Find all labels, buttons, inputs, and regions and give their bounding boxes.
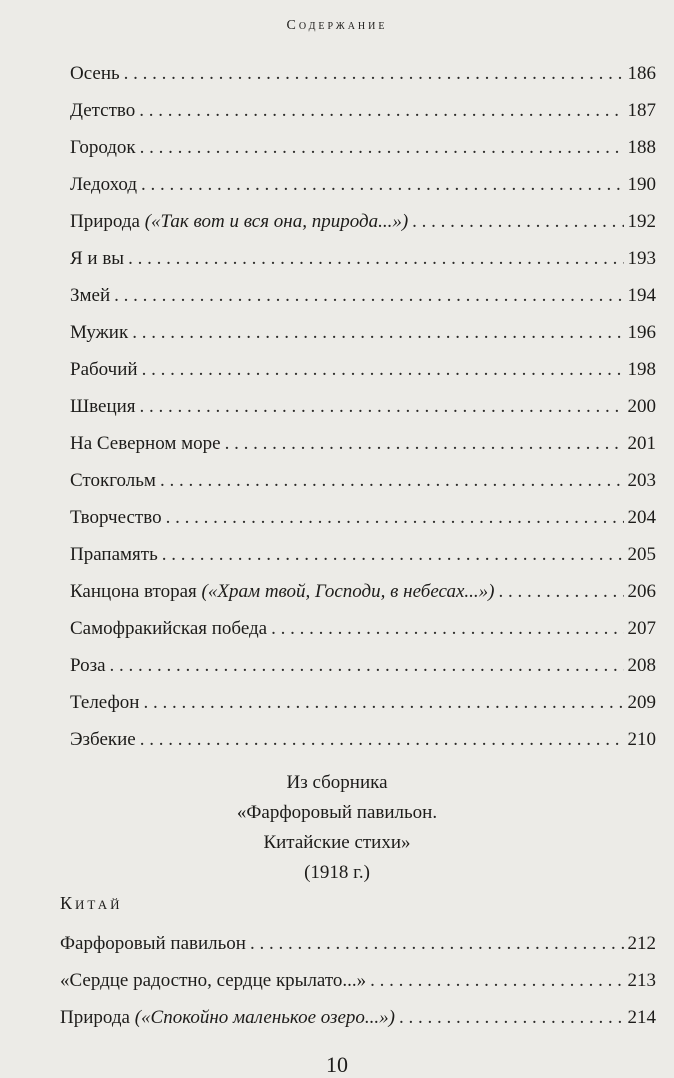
toc-entry-page: 205 <box>627 544 656 565</box>
toc-entry <box>70 129 656 166</box>
toc-leader-dots <box>132 314 623 351</box>
toc-list-china <box>60 925 656 1036</box>
toc-entry-title <box>70 499 162 536</box>
collection-line: «Фарфоровый павильон. <box>236 802 438 823</box>
toc-entry-title <box>70 166 137 203</box>
toc-entry-page: 198 <box>627 359 656 380</box>
toc-entry-page: 206 <box>627 581 656 602</box>
toc-leader-dots <box>498 573 623 610</box>
toc-entry-title-text: Мужик <box>70 322 129 343</box>
toc-leader-dots <box>370 962 623 999</box>
toc-entry-title-text: Канцона вторая <box>70 581 197 602</box>
toc-entry-title-text: Змей <box>70 285 111 306</box>
toc-entry-title <box>60 999 395 1036</box>
toc-entry-page: 190 <box>627 174 656 195</box>
toc-leader-dots <box>110 647 624 684</box>
toc-entry <box>70 277 656 314</box>
toc-leader-dots <box>412 203 623 240</box>
toc-entry-title <box>70 203 408 240</box>
toc-entry-page: 200 <box>627 396 656 417</box>
toc-leader-dots <box>160 462 624 499</box>
toc-entry-title <box>60 925 246 962</box>
toc-entry <box>70 92 656 129</box>
toc-leader-dots <box>162 536 624 573</box>
toc-entry-title <box>70 388 136 425</box>
toc-entry <box>70 499 656 536</box>
toc-entry-title <box>60 962 366 999</box>
toc-entry-page: 196 <box>627 322 656 343</box>
toc-leader-dots <box>141 166 623 203</box>
collection-line: (1918 г.) <box>304 862 370 883</box>
collection-line: Китайские стихи» <box>263 832 411 853</box>
toc-leader-dots <box>399 999 624 1036</box>
toc-leader-dots <box>225 425 624 462</box>
toc-entry-title-text: Природа <box>70 211 140 232</box>
toc-entry-title-text: Прапамять <box>70 544 158 565</box>
page-number: 10 <box>326 1052 348 1077</box>
toc-entry <box>70 684 656 721</box>
toc-leader-dots <box>114 277 623 314</box>
toc-entry-page: 188 <box>627 137 656 158</box>
toc-entry <box>70 55 656 92</box>
toc-entry-title-text: Рабочий <box>70 359 138 380</box>
toc-entry-title-text: Творчество <box>70 507 162 528</box>
toc-entry-title <box>70 55 120 92</box>
toc-entry <box>70 314 656 351</box>
toc-entry-page: 187 <box>627 100 656 121</box>
toc-entry-title-text: Городок <box>70 137 136 158</box>
toc-entry <box>70 647 656 684</box>
toc-entry-title <box>70 351 138 388</box>
toc-entry-title-text: Телефон <box>70 692 140 713</box>
toc-entry-title <box>70 721 136 758</box>
toc-entry-title-text: Фарфоровый павильон <box>60 933 246 954</box>
toc-entry-title-text: Эзбекие <box>70 729 136 750</box>
toc-entry-title-text: Швеция <box>70 396 136 417</box>
toc-entry <box>70 166 656 203</box>
toc-leader-dots <box>271 610 623 647</box>
toc-entry-title-text: Ледоход <box>70 174 138 195</box>
collection-heading <box>0 768 674 888</box>
toc-entry-page: 192 <box>627 211 656 232</box>
toc-entry-subtitle: («Храм твой, Господи, в небесах...») <box>201 581 495 602</box>
toc-entry <box>70 573 656 610</box>
toc-entry-page: 186 <box>627 63 656 84</box>
toc-entry-title <box>70 647 106 684</box>
toc-leader-dots <box>250 925 624 962</box>
toc-entry-title <box>70 536 158 573</box>
toc-leader-dots <box>128 240 623 277</box>
toc-entry <box>70 203 656 240</box>
toc-entry <box>60 925 656 962</box>
toc-entry-title-text: Стокгольм <box>70 470 156 491</box>
toc-entry-title <box>70 610 267 647</box>
toc-entry-title-text: Детство <box>70 100 136 121</box>
toc-entry-title <box>70 462 156 499</box>
toc-entry-page: 212 <box>627 933 656 954</box>
toc-entry-page: 210 <box>627 729 656 750</box>
toc-leader-dots <box>139 92 623 129</box>
toc-leader-dots <box>143 684 623 721</box>
toc-entry-title-text: Осень <box>70 63 120 84</box>
toc-entry-page: 204 <box>627 507 656 528</box>
toc-leader-dots <box>140 388 624 425</box>
toc-entry <box>70 425 656 462</box>
toc-entry-title <box>70 277 110 314</box>
toc-list <box>70 55 656 758</box>
toc-entry-page: 208 <box>627 655 656 676</box>
toc-entry-page: 203 <box>627 470 656 491</box>
toc-entry-page: 194 <box>627 285 656 306</box>
toc-entry <box>70 462 656 499</box>
toc-leader-dots <box>142 351 624 388</box>
running-header: Содержание <box>286 18 388 33</box>
toc-entry-page: 201 <box>627 433 656 454</box>
toc-entry-page: 193 <box>627 248 656 269</box>
toc-entry-title <box>70 684 139 721</box>
toc-entry-title <box>70 129 136 166</box>
toc-entry-subtitle: («Спокойно маленькое озеро...») <box>134 1007 395 1028</box>
toc-entry <box>70 351 656 388</box>
toc-leader-dots <box>124 55 624 92</box>
toc-entry <box>60 962 656 999</box>
toc-entry-title-text: Самофракийская победа <box>70 618 268 639</box>
toc-entry-title-text: Я и вы <box>70 248 125 269</box>
toc-entry <box>70 536 656 573</box>
toc-entry-title <box>70 425 221 462</box>
toc-entry-page: 214 <box>627 1007 656 1028</box>
toc-leader-dots <box>140 721 624 758</box>
toc-entry-page: 209 <box>627 692 656 713</box>
toc-entry <box>60 999 656 1036</box>
toc-leader-dots <box>140 129 624 166</box>
toc-entry <box>70 240 656 277</box>
toc-leader-dots <box>166 499 624 536</box>
toc-entry <box>70 721 656 758</box>
toc-entry-title <box>70 92 135 129</box>
toc-entry-title <box>70 573 494 610</box>
toc-entry-title-text: Роза <box>70 655 106 676</box>
toc-entry-title-text: «Сердце радостно, сердце крылато...» <box>60 970 367 991</box>
section-heading: Китай <box>60 893 123 913</box>
toc-entry-title <box>70 314 128 351</box>
toc-entry-title-text: На Северном море <box>70 433 221 454</box>
toc-entry-page: 207 <box>627 618 656 639</box>
collection-line: Из сборника <box>286 772 388 793</box>
toc-entry-subtitle: («Так вот и вся она, природа...») <box>144 211 409 232</box>
toc-entry-title-text: Природа <box>60 1007 130 1028</box>
toc-entry <box>70 610 656 647</box>
toc-entry-page: 213 <box>627 970 656 991</box>
toc-entry <box>70 388 656 425</box>
toc-entry-title <box>70 240 124 277</box>
